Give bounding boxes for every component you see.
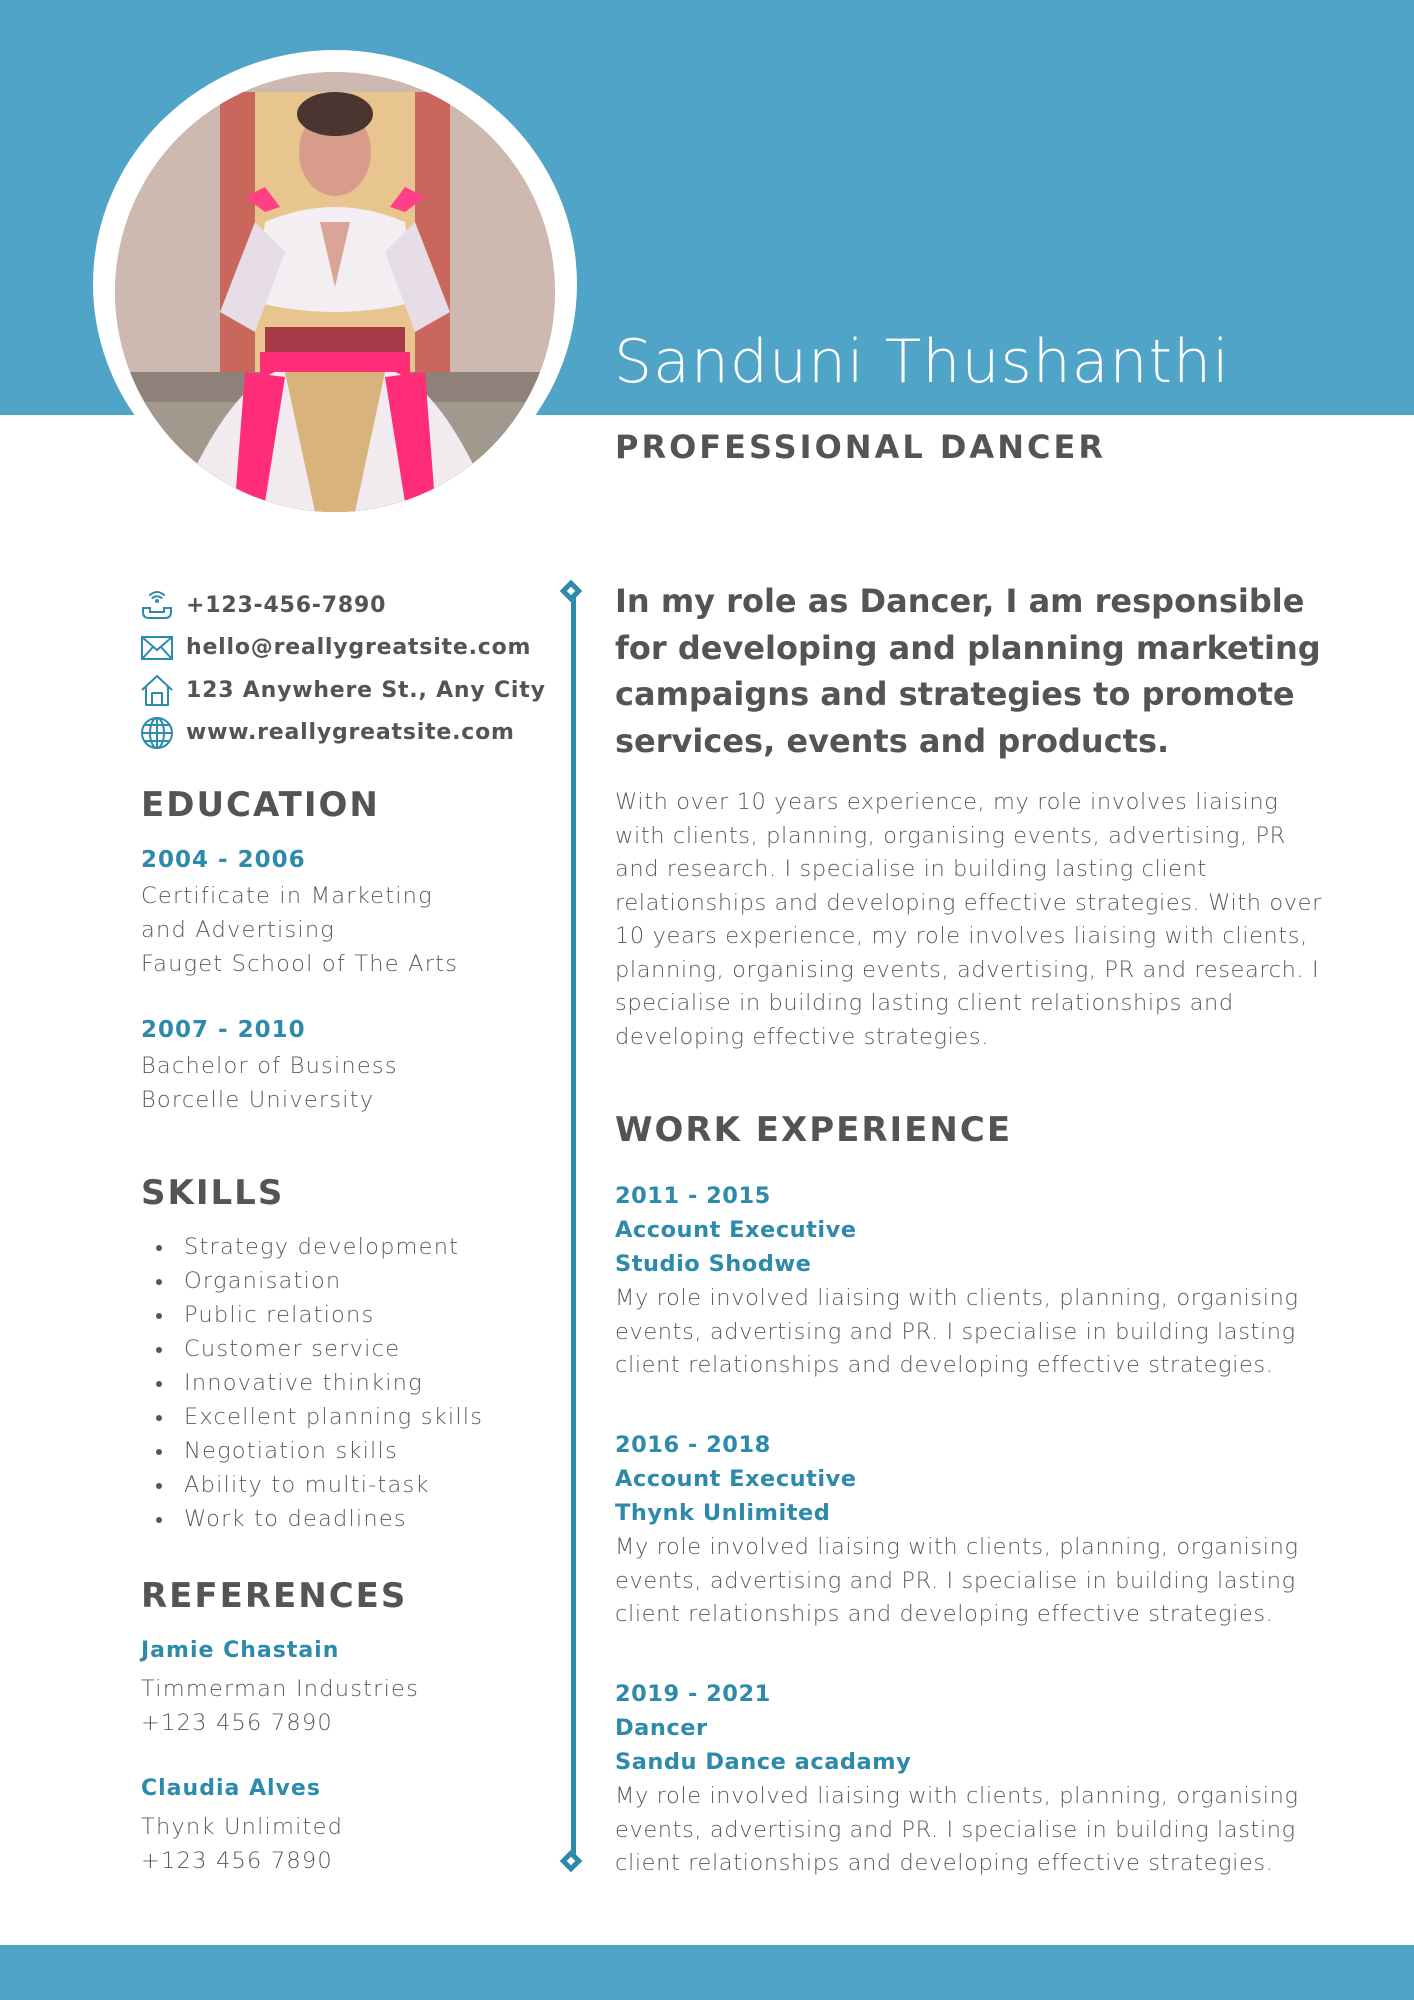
education-line: Fauget School of The Arts bbox=[141, 951, 459, 977]
profile-photo bbox=[115, 72, 555, 512]
reference-name: Claudia Alves bbox=[141, 1776, 321, 1801]
education-line: Certificate in Marketing bbox=[141, 883, 433, 909]
work-company: Studio Shodwe bbox=[615, 1251, 812, 1277]
contact-address bbox=[140, 669, 546, 712]
timeline-bottom-diamond-icon bbox=[560, 1850, 583, 1873]
reference-phone: +123 456 7890 bbox=[141, 1710, 333, 1736]
reference-company: Timmerman Industries bbox=[141, 1676, 420, 1702]
skills-heading: SKILLS bbox=[141, 1173, 285, 1213]
work-company: Thynk Unlimited bbox=[615, 1500, 831, 1526]
skill-item: Negotiation skills bbox=[150, 1434, 483, 1468]
reference-item bbox=[141, 1772, 343, 1878]
reference-item bbox=[141, 1634, 419, 1740]
skill-item: Work to deadlines bbox=[150, 1502, 483, 1536]
contact-list bbox=[140, 584, 546, 754]
contact-website-text: www.reallygreatsite.com bbox=[186, 720, 515, 746]
education-years: 2007 - 2010 bbox=[141, 1017, 306, 1043]
reference-name: Jamie Chastain bbox=[141, 1638, 340, 1663]
work-description: My role involved liaising with clients, planning, organising events, advertising and PR. I specialise in building lasting client relationships and developing effective strategies. bbox=[615, 1534, 1299, 1627]
contact-email-text: hello@reallygreatsite.com bbox=[186, 635, 532, 661]
skill-item: Ability to multi-task bbox=[150, 1468, 483, 1502]
reference-phone: +123 456 7890 bbox=[141, 1848, 333, 1874]
contact-website[interactable] bbox=[140, 712, 546, 755]
education-line: Bachelor of Business bbox=[141, 1053, 398, 1079]
skill-item: Organisation bbox=[150, 1264, 483, 1298]
skill-item: Strategy development bbox=[150, 1230, 483, 1264]
profile-summary: With over 10 years experience, my role involves liaising with clients, planning, organising events, advertising, PR and research. I specialise in building lasting client relationships and developing effective strategies. With over 10 years experience, my role involves liaising with clients, planning, organising events, advertising, PR and research. I specialise in building lasting client relationships and developing effective strategies. bbox=[615, 789, 1322, 1050]
work-item bbox=[615, 1179, 1335, 1383]
work-company: Sandu Dance acadamy bbox=[615, 1749, 912, 1775]
work-years: 2019 - 2021 bbox=[615, 1681, 771, 1707]
work-item bbox=[615, 1428, 1335, 1632]
work-role: Dancer bbox=[615, 1715, 708, 1741]
reference-company: Thynk Unlimited bbox=[141, 1814, 344, 1840]
education-item bbox=[141, 843, 458, 981]
work-years: 2011 - 2015 bbox=[615, 1183, 771, 1209]
skills-list bbox=[150, 1230, 483, 1536]
house-icon bbox=[140, 673, 176, 707]
contact-email[interactable] bbox=[140, 627, 546, 670]
profile-intro: In my role as Dancer, I am responsible for developing and planning marketing campaigns and strategies to promote services, events and products. bbox=[615, 582, 1321, 760]
work-description: My role involved liaising with clients, planning, organising events, advertising and PR. I specialise in building lasting client relationships and developing effective strategies. bbox=[615, 1783, 1299, 1876]
education-line: Borcelle University bbox=[141, 1087, 375, 1113]
skill-item: Innovative thinking bbox=[150, 1366, 483, 1400]
phone-wifi-icon bbox=[140, 588, 176, 622]
work-years: 2016 - 2018 bbox=[615, 1432, 771, 1458]
timeline-top-diamond-icon bbox=[560, 580, 583, 603]
job-title: PROFESSIONAL DANCER bbox=[615, 428, 1106, 466]
education-line: and Advertising bbox=[141, 917, 335, 943]
education-heading: EDUCATION bbox=[141, 785, 380, 825]
work-experience-heading: WORK EXPERIENCE bbox=[615, 1110, 1013, 1150]
globe-icon bbox=[140, 716, 176, 750]
envelope-icon bbox=[140, 631, 176, 665]
timeline-divider bbox=[571, 596, 576, 1860]
work-role: Account Executive bbox=[615, 1217, 857, 1243]
contact-phone[interactable] bbox=[140, 584, 546, 627]
work-role: Account Executive bbox=[615, 1466, 857, 1492]
work-item bbox=[615, 1677, 1335, 1881]
skill-item: Public relations bbox=[150, 1298, 483, 1332]
work-description: My role involved liaising with clients, planning, organising events, advertising and PR. I specialise in building lasting client relationships and developing effective strategies. bbox=[615, 1285, 1299, 1378]
candidate-name: Sanduni Thushanthi bbox=[614, 327, 1230, 397]
contact-address-text: 123 Anywhere St., Any City bbox=[186, 677, 546, 703]
contact-phone-text: +123-456-7890 bbox=[186, 592, 387, 618]
education-years: 2004 - 2006 bbox=[141, 847, 306, 873]
skill-item: Customer service bbox=[150, 1332, 483, 1366]
dancer-photo-illustration bbox=[115, 72, 555, 512]
references-heading: REFERENCES bbox=[141, 1576, 408, 1616]
skill-item: Excellent planning skills bbox=[150, 1400, 483, 1434]
education-item bbox=[141, 1013, 398, 1117]
footer-band bbox=[0, 1945, 1414, 2000]
